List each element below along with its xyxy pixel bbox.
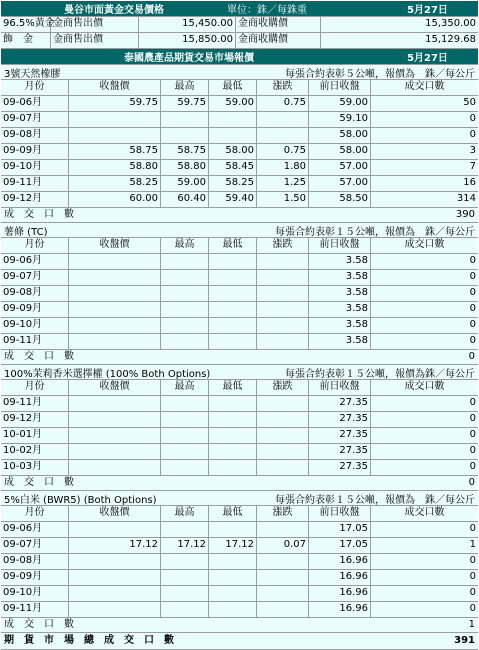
table-cell	[161, 128, 209, 143]
table-cell: 09-08月	[1, 128, 69, 143]
table-row	[1, 112, 478, 128]
table-row	[1, 144, 478, 160]
table-cell	[209, 286, 257, 301]
section-note: 每張合約表彰１５公噸，報價為 銖／每公斤	[275, 494, 475, 506]
table-cell	[209, 586, 257, 601]
table-row	[1, 554, 478, 570]
table-cell: 3.58	[309, 286, 371, 301]
table-cell	[69, 554, 161, 569]
table-cell: 59.00	[161, 176, 209, 191]
table-cell: 314	[456, 193, 476, 204]
column-header: 最高	[161, 80, 209, 95]
table-cell: 09-10月	[1, 318, 69, 333]
table-cell: 0	[469, 603, 476, 614]
table-cell: 0	[469, 271, 476, 282]
table-cell	[69, 522, 161, 537]
table-row	[1, 160, 478, 176]
table-cell: 09-11月	[1, 602, 69, 617]
table-cell: 0	[469, 303, 476, 314]
column-header-row	[1, 238, 478, 254]
table-cell: 1.80	[257, 160, 309, 175]
table-cell	[209, 412, 257, 427]
grand-total-value: 391	[454, 635, 475, 646]
section-total-row	[1, 476, 478, 491]
futures-date: 5月27日	[407, 53, 448, 64]
table-cell	[161, 286, 209, 301]
table-cell: 10-02月	[1, 444, 69, 459]
table-cell	[69, 270, 161, 285]
table-cell	[209, 396, 257, 411]
column-header: 最高	[161, 238, 209, 253]
table-cell: 09-06月	[1, 254, 69, 269]
table-cell: 09-12月	[1, 412, 69, 427]
table-cell	[161, 428, 209, 443]
table-cell: 58.75	[69, 144, 161, 159]
table-cell	[69, 334, 161, 349]
buy-price: 15,129.68	[425, 34, 476, 45]
table-cell	[161, 460, 209, 475]
table-cell	[161, 270, 209, 285]
table-cell	[257, 318, 309, 333]
table-cell	[161, 334, 209, 349]
table-cell: 1.25	[257, 176, 309, 191]
table-cell: 09-07月	[1, 538, 69, 553]
table-cell: 3.58	[309, 254, 371, 269]
table-cell: 27.35	[309, 396, 371, 411]
table-cell	[257, 112, 309, 127]
table-cell: 16	[463, 177, 476, 188]
table-cell: 0.75	[257, 96, 309, 111]
sell-label: 金商售出價	[51, 17, 139, 32]
table-cell: 0	[469, 255, 476, 266]
table-cell: 27.35	[309, 428, 371, 443]
table-cell	[209, 112, 257, 127]
table-cell: 16.96	[309, 554, 371, 569]
table-cell: 57.00	[309, 176, 371, 191]
table-cell	[257, 334, 309, 349]
table-cell	[161, 254, 209, 269]
table-cell: 09-07月	[1, 112, 69, 127]
table-row	[1, 302, 478, 318]
table-cell: 58.45	[209, 160, 257, 175]
grand-total-row	[1, 633, 478, 650]
column-header: 漲跌	[257, 380, 309, 395]
gold-header	[1, 1, 478, 17]
column-header: 成交口數	[404, 239, 445, 250]
table-cell	[257, 254, 309, 269]
table-cell	[209, 444, 257, 459]
table-cell	[257, 460, 309, 475]
table-cell: 0	[469, 129, 476, 140]
table-cell	[257, 412, 309, 427]
table-row	[1, 176, 478, 192]
total-label: 成 交 口 數	[4, 351, 74, 362]
section-header	[1, 491, 478, 506]
column-header: 收盤價	[69, 80, 161, 95]
table-cell	[257, 428, 309, 443]
table-cell	[257, 128, 309, 143]
table-cell: 3.58	[309, 318, 371, 333]
table-cell: 58.80	[69, 160, 161, 175]
table-cell: 58.00	[309, 144, 371, 159]
table-cell: 50	[463, 97, 476, 108]
table-cell: 58.25	[69, 176, 161, 191]
column-header: 最高	[161, 506, 209, 521]
section-name: 5%白米 (BWR5) (Both Options)	[4, 494, 157, 506]
table-cell	[257, 602, 309, 617]
total-value: 1	[468, 619, 475, 630]
column-header: 月份	[1, 80, 69, 95]
table-cell: 09-09月	[1, 570, 69, 585]
table-cell	[257, 522, 309, 537]
table-cell	[161, 412, 209, 427]
table-cell: 58.80	[161, 160, 209, 175]
column-header-row	[1, 506, 478, 522]
section-header	[1, 223, 478, 238]
column-header: 月份	[1, 506, 69, 521]
table-cell	[209, 602, 257, 617]
table-cell: 0	[469, 445, 476, 456]
table-cell	[209, 318, 257, 333]
gold-title: 曼谷市面黃金交易價格	[64, 5, 164, 16]
quote-table	[1, 1, 478, 650]
table-cell	[161, 602, 209, 617]
table-cell	[69, 302, 161, 317]
table-cell	[69, 428, 161, 443]
column-header: 收盤價	[69, 506, 161, 521]
futures-sections	[1, 65, 478, 633]
table-cell: 0	[469, 461, 476, 472]
section-name: 3號天然橡膠	[4, 68, 61, 80]
section-total-row	[1, 618, 478, 633]
column-header: 前日收盤	[309, 80, 371, 95]
column-header: 前日收盤	[309, 238, 371, 253]
buy-label: 金商收購價	[236, 17, 321, 32]
column-header: 成交口數	[404, 81, 445, 92]
table-cell: 09-06月	[1, 522, 69, 537]
table-cell	[209, 570, 257, 585]
table-cell	[69, 570, 161, 585]
table-cell	[69, 286, 161, 301]
table-cell: 0	[469, 287, 476, 298]
table-cell	[161, 396, 209, 411]
table-cell	[69, 318, 161, 333]
column-header: 最低	[209, 238, 257, 253]
table-cell: 60.40	[161, 192, 209, 207]
table-cell: 60.00	[69, 192, 161, 207]
table-cell: 09-08月	[1, 554, 69, 569]
table-cell	[209, 334, 257, 349]
table-cell: 17.05	[309, 538, 371, 553]
column-header: 最低	[209, 380, 257, 395]
table-cell	[161, 112, 209, 127]
table-row	[1, 254, 478, 270]
table-row	[1, 428, 478, 444]
table-cell: 17.12	[209, 538, 257, 553]
table-cell: 59.00	[309, 96, 371, 111]
sell-price: 15,850.00	[139, 33, 236, 48]
table-cell: 27.35	[309, 412, 371, 427]
gold-row	[1, 17, 478, 33]
table-cell	[69, 602, 161, 617]
table-row	[1, 192, 478, 208]
table-cell	[69, 254, 161, 269]
table-cell: 58.00	[309, 128, 371, 143]
column-header: 漲跌	[257, 238, 309, 253]
table-cell: 58.50	[309, 192, 371, 207]
table-cell	[209, 302, 257, 317]
table-cell: 09-10月	[1, 160, 69, 175]
sell-price: 15,450.00	[139, 17, 236, 32]
table-cell: 0	[469, 587, 476, 598]
table-cell: 10-03月	[1, 460, 69, 475]
section-note: 每張合約表彰５公噸，報價為 銖／每公斤	[285, 68, 475, 80]
table-cell	[209, 254, 257, 269]
table-cell: 0	[469, 523, 476, 534]
table-cell: 17.12	[161, 538, 209, 553]
table-cell: 59.75	[69, 96, 161, 111]
table-row	[1, 522, 478, 538]
table-cell: 58.25	[209, 176, 257, 191]
column-header: 漲跌	[257, 506, 309, 521]
table-cell	[69, 586, 161, 601]
table-cell	[161, 302, 209, 317]
table-cell: 0	[469, 555, 476, 566]
table-cell: 16.96	[309, 586, 371, 601]
table-cell	[257, 586, 309, 601]
gold-row	[1, 33, 478, 49]
grand-total-label: 期 貨 市 場 總 成 交 口 數	[4, 635, 174, 646]
table-row	[1, 286, 478, 302]
table-cell: 59.75	[161, 96, 209, 111]
table-cell: 59.40	[209, 192, 257, 207]
table-cell: 0	[469, 571, 476, 582]
buy-label: 金商收購價	[236, 33, 321, 48]
table-cell	[209, 460, 257, 475]
table-row	[1, 270, 478, 286]
table-cell: 09-09月	[1, 302, 69, 317]
table-cell: 17.12	[69, 538, 161, 553]
table-cell: 09-11月	[1, 396, 69, 411]
table-cell	[69, 444, 161, 459]
column-header: 最低	[209, 506, 257, 521]
table-row	[1, 586, 478, 602]
table-cell: 58.00	[209, 144, 257, 159]
column-header: 月份	[1, 380, 69, 395]
section-total-row	[1, 350, 478, 365]
table-cell: 27.35	[309, 444, 371, 459]
table-row	[1, 444, 478, 460]
column-header: 成交口數	[404, 507, 445, 518]
section-note: 每張合約表彰１５公噸，報價為 銖／每公斤	[275, 226, 475, 238]
total-value: 0	[468, 477, 475, 488]
column-header: 最高	[161, 380, 209, 395]
section-name: 100%茉莉香米選擇權 (100% Both Options)	[4, 368, 211, 380]
total-value: 390	[455, 209, 475, 220]
table-cell	[209, 522, 257, 537]
gold-prices	[1, 17, 478, 49]
table-row	[1, 318, 478, 334]
table-cell	[69, 396, 161, 411]
table-cell: 09-07月	[1, 270, 69, 285]
table-cell: 1	[469, 539, 476, 550]
total-label: 成 交 口 數	[4, 619, 74, 630]
column-header: 漲跌	[257, 80, 309, 95]
table-cell: 58.75	[161, 144, 209, 159]
table-cell: 0	[469, 429, 476, 440]
futures-title: 泰國農產品期貨交易市場報價	[124, 53, 254, 64]
table-cell: 0	[469, 397, 476, 408]
table-row	[1, 96, 478, 112]
gold-type: 96.5%黃金	[1, 17, 51, 32]
table-cell: 0.75	[257, 144, 309, 159]
table-cell	[161, 444, 209, 459]
table-cell	[257, 286, 309, 301]
table-cell	[257, 554, 309, 569]
sell-label: 金商售出價	[51, 33, 139, 48]
section-note: 每張合約表彰１５公噸，報價為銖／每公斤	[285, 368, 475, 380]
table-cell: 09-08月	[1, 286, 69, 301]
total-label: 成 交 口 數	[4, 477, 74, 488]
table-row	[1, 602, 478, 618]
section-header	[1, 365, 478, 380]
table-cell	[257, 302, 309, 317]
column-header: 收盤價	[69, 380, 161, 395]
table-cell	[161, 522, 209, 537]
table-cell: 0	[469, 319, 476, 330]
table-cell	[69, 460, 161, 475]
table-cell: 09-11月	[1, 334, 69, 349]
column-header-row	[1, 80, 478, 96]
table-cell: 0	[469, 335, 476, 346]
table-row	[1, 460, 478, 476]
column-header: 收盤價	[69, 238, 161, 253]
table-cell: 09-09月	[1, 144, 69, 159]
total-label: 成 交 口 數	[4, 209, 74, 220]
table-cell: 0	[469, 413, 476, 424]
gold-type: 飾 金	[1, 33, 51, 48]
gold-date: 5月27日	[407, 5, 448, 16]
table-cell: 17.05	[309, 522, 371, 537]
table-cell: 3.58	[309, 302, 371, 317]
column-header: 成交口數	[404, 381, 445, 392]
table-cell: 09-12月	[1, 192, 69, 207]
table-cell: 59.00	[209, 96, 257, 111]
table-cell	[209, 428, 257, 443]
table-cell: 0	[469, 113, 476, 124]
table-row	[1, 412, 478, 428]
table-cell	[209, 128, 257, 143]
table-cell: 0.07	[257, 538, 309, 553]
table-cell	[257, 444, 309, 459]
table-row	[1, 396, 478, 412]
table-cell: 16.96	[309, 570, 371, 585]
section-total-row	[1, 208, 478, 223]
table-cell: 27.35	[309, 460, 371, 475]
table-cell: 7	[469, 161, 476, 172]
column-header-row	[1, 380, 478, 396]
section-name: 薯條 (TC)	[4, 226, 48, 238]
table-row	[1, 538, 478, 554]
table-cell: 09-11月	[1, 176, 69, 191]
table-cell: 09-06月	[1, 96, 69, 111]
section-header	[1, 65, 478, 80]
table-cell	[161, 554, 209, 569]
column-header: 最低	[209, 80, 257, 95]
table-cell	[161, 318, 209, 333]
table-cell: 3.58	[309, 334, 371, 349]
table-row	[1, 570, 478, 586]
table-row	[1, 128, 478, 144]
table-cell: 3.58	[309, 270, 371, 285]
column-header: 前日收盤	[309, 506, 371, 521]
table-cell	[161, 570, 209, 585]
column-header: 月份	[1, 238, 69, 253]
buy-price: 15,350.00	[425, 18, 476, 29]
table-cell: 3	[469, 145, 476, 156]
table-cell	[161, 586, 209, 601]
table-cell	[69, 412, 161, 427]
table-cell	[209, 270, 257, 285]
table-cell: 1.50	[257, 192, 309, 207]
table-row	[1, 334, 478, 350]
table-cell: 16.96	[309, 602, 371, 617]
gold-unit: 單位：銖／每銖重	[227, 5, 307, 16]
table-cell: 57.00	[309, 160, 371, 175]
column-header: 前日收盤	[309, 380, 371, 395]
total-value: 0	[468, 351, 475, 362]
table-cell: 09-10月	[1, 586, 69, 601]
futures-header	[1, 49, 478, 65]
table-cell	[257, 270, 309, 285]
table-cell	[209, 554, 257, 569]
table-cell: 59.10	[309, 112, 371, 127]
table-cell	[69, 128, 161, 143]
table-cell	[257, 396, 309, 411]
table-cell	[69, 112, 161, 127]
table-cell	[257, 570, 309, 585]
table-cell: 10-01月	[1, 428, 69, 443]
